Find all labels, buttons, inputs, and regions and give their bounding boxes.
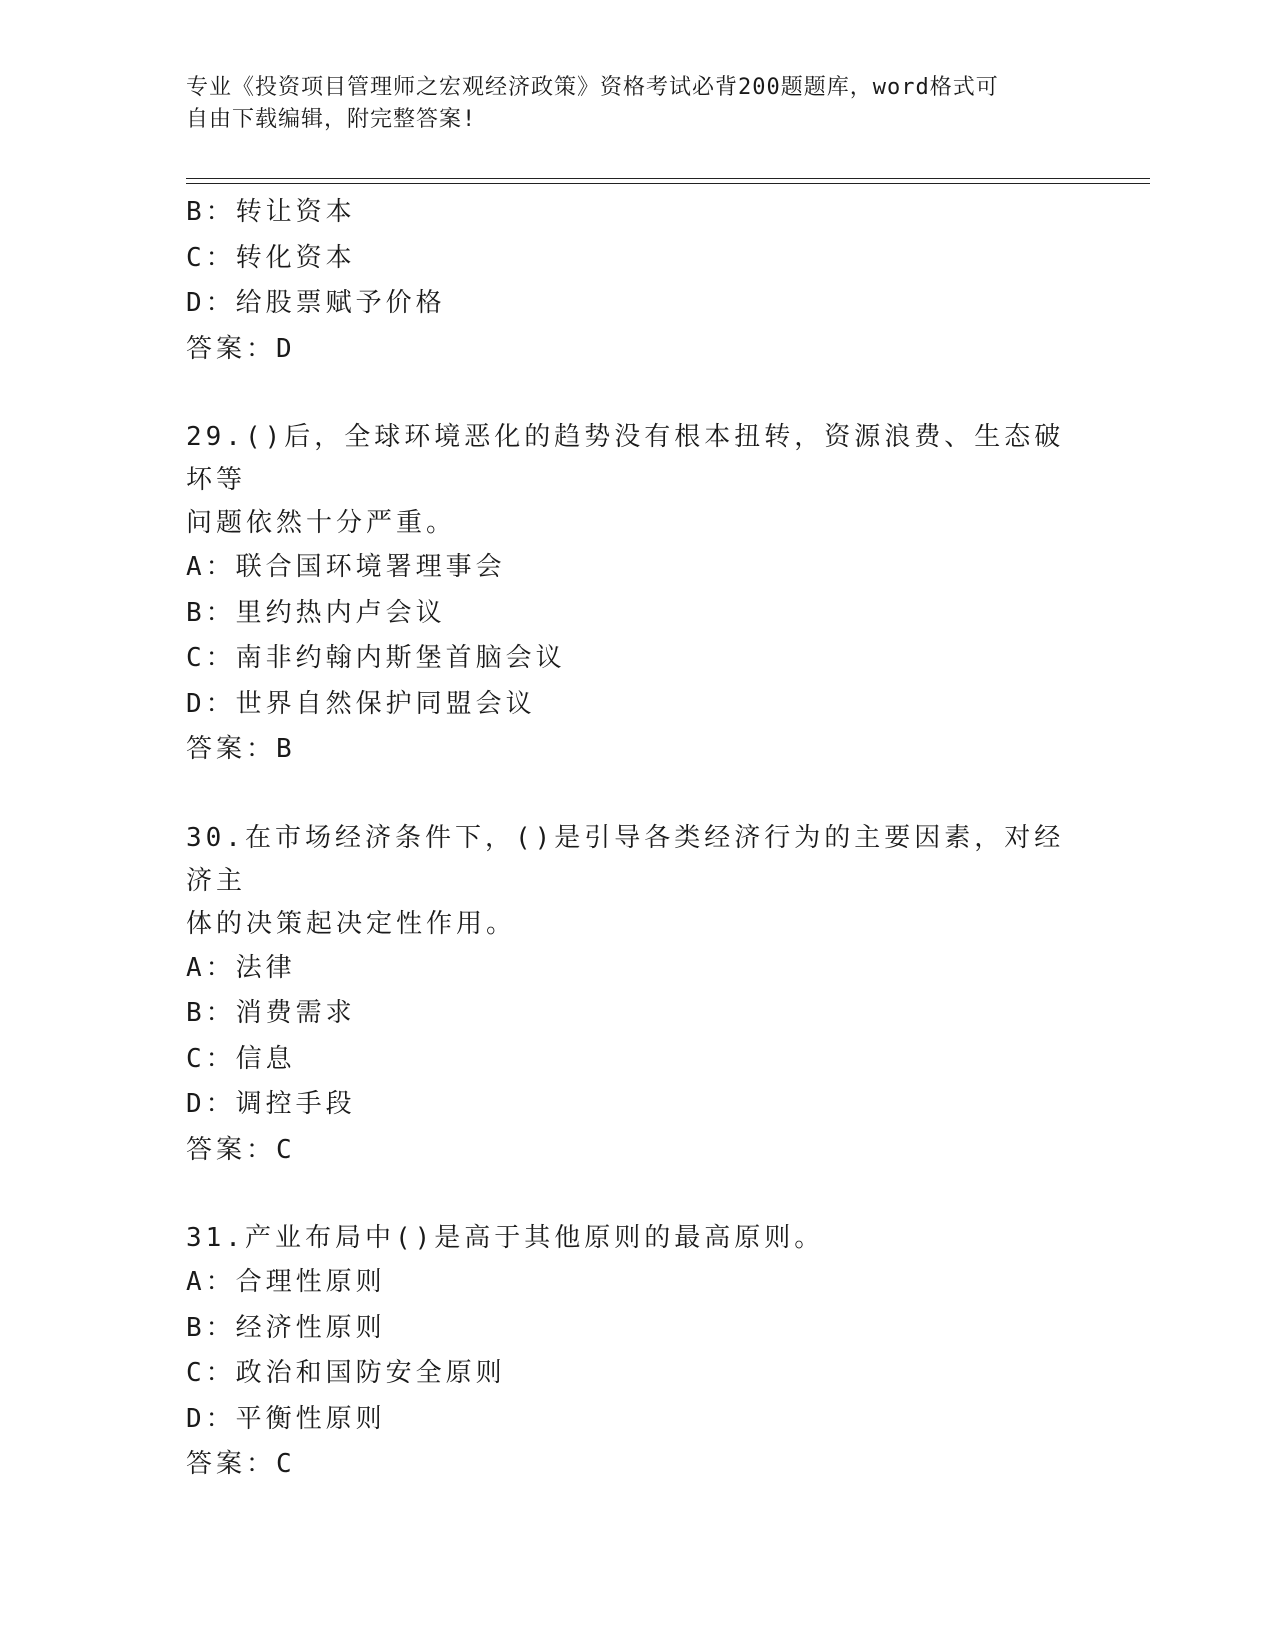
option-a: A：法律 xyxy=(186,952,296,983)
question-30 xyxy=(186,817,1086,1174)
option-d: D：世界自然保护同盟会议 xyxy=(186,688,536,719)
option-b: B：消费需求 xyxy=(186,998,356,1028)
option-d: D：给股票赋予价格 xyxy=(186,288,446,318)
question-stem xyxy=(186,416,1086,545)
option-d: D：调控手段 xyxy=(186,1089,356,1119)
question-list xyxy=(186,190,1086,1488)
option-a: A：联合国环境署理事会 xyxy=(186,552,506,582)
question-stem xyxy=(186,1217,1086,1260)
question-stem-line-2: 问题依然十分严重。 xyxy=(186,508,457,538)
option-c: C：转化资本 xyxy=(186,242,356,273)
question-stem-line-1: 30.在市场经济条件下，()是引导各类经济行为的主要因素，对经济主 xyxy=(186,822,1065,896)
question-stem-line-1: 31.产业布局中()是高于其他原则的最高原则。 xyxy=(186,1223,825,1253)
header-title-line-2: 自由下载编辑，附完整答案! xyxy=(186,107,477,132)
option-b: B：里约热内卢会议 xyxy=(186,597,446,628)
header-title-line-1: 专业《投资项目管理师之宏观经济政策》资格考试必背200题题库，word格式可 xyxy=(186,75,999,100)
option-b: B：经济性原则 xyxy=(186,1312,386,1343)
question-29 xyxy=(186,416,1086,773)
answer-line: 答案：D xyxy=(186,333,296,364)
spacer xyxy=(186,1173,1086,1217)
question-stem-line-2: 体的决策起决定性作用。 xyxy=(186,908,517,939)
question-stem xyxy=(186,817,1086,946)
answer-line: 答案：C xyxy=(186,1449,296,1479)
question-28-continued xyxy=(186,190,1086,372)
answer-line: 答案：C xyxy=(186,1134,296,1165)
spacer xyxy=(186,372,1086,416)
option-b: B：转让资本 xyxy=(186,197,356,227)
question-stem-line-1: 29.()后，全球环境恶化的趋势没有根本扭转，资源浪费、生态破坏等 xyxy=(186,422,1065,495)
spacer xyxy=(186,773,1086,817)
option-c: C：南非约翰内斯堡首脑会议 xyxy=(186,643,566,673)
answer-line: 答案：B xyxy=(186,734,296,764)
option-a: A：合理性原则 xyxy=(186,1267,386,1297)
document-header xyxy=(186,72,1066,136)
header-divider-top xyxy=(186,178,1150,179)
header-divider-bottom xyxy=(186,183,1150,184)
option-c: C：政治和国防安全原则 xyxy=(186,1358,506,1388)
option-d: D：平衡性原则 xyxy=(186,1403,386,1434)
option-c: C：信息 xyxy=(186,1043,296,1074)
question-31 xyxy=(186,1217,1086,1488)
